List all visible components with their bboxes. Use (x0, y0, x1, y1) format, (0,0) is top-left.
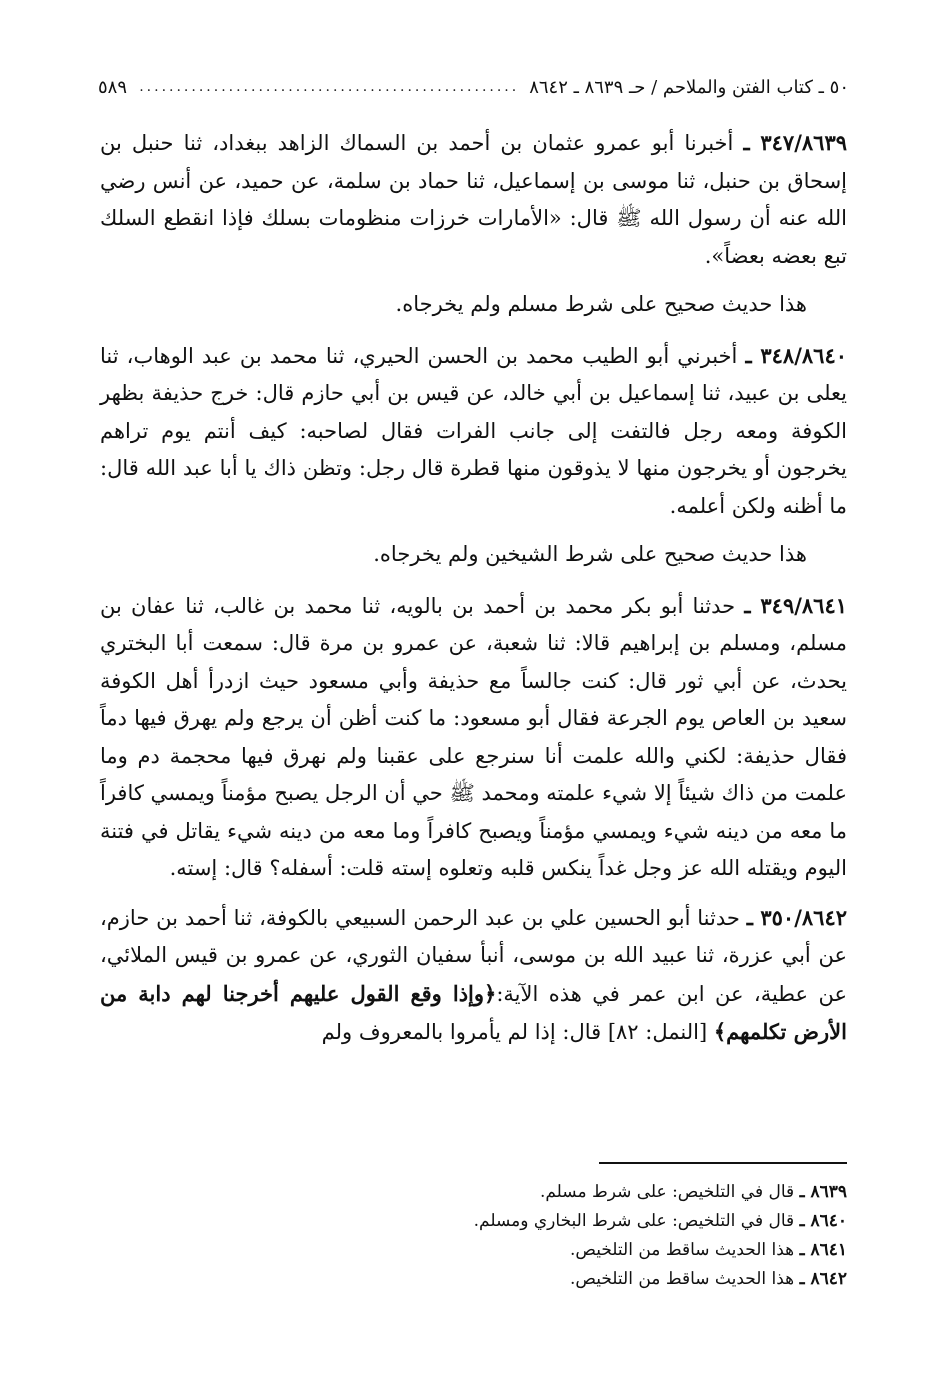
hadith-paragraph (100, 337, 847, 526)
hadith-number: ٣٥٠/٨٦٤٢ ـ (746, 904, 847, 930)
hadith-paragraph (100, 124, 847, 275)
hadith-number: ٣٤٩/٨٦٤١ ـ (744, 592, 848, 618)
footnote-number: ٨٦٤٢ ـ (799, 1269, 847, 1289)
grading-note: هذا حديث صحيح على شرط الشيخين ولم يخرجاه. (373, 542, 807, 566)
hadith-8642 (100, 899, 847, 1052)
hadith-text: حدثنا أبو الحسين علي بن عبد الرحمن السبيعي بالكوفة، ثنا أحمد بن حازم، عن أبي عزرة، ثنا عبيد الله بن موسى، أنبأ سفيان الثوري، عن عمرو بن قيس الملائي، عن عطية، عن ابن عمر في هذه الآية: (100, 905, 847, 1006)
hadith-paragraph (100, 899, 847, 1052)
footnote-text: هذا الحديث ساقط من التلخيص. (569, 1269, 795, 1289)
hadith-paragraph (100, 587, 847, 888)
running-title: ٥٠ ـ كتاب الفتن والملاحم / حـ ٨٦٣٩ ـ ٨٦٤٢ (529, 76, 849, 98)
footnote-number: ٨٦٤٠ ـ (799, 1211, 847, 1231)
quran-quote: ﴿وإذا وقع القول عليهم أخرجنا لهم دابة من الأرض تكلمهم﴾ (100, 980, 847, 1044)
hadith-text-continued: [النمل: ٨٢] قال: إذا لم يأمروا بالمعروف ولم (321, 1020, 708, 1044)
hadith-number: ٣٤٨/٨٦٤٠ ـ (745, 342, 847, 368)
footnote-8640 (100, 1207, 847, 1236)
footnote-separator (599, 1162, 847, 1164)
footnote-8639 (100, 1178, 847, 1207)
footnote-8641 (100, 1236, 847, 1265)
footnote-text: قال في التلخيص: على شرط البخاري ومسلم. (473, 1211, 795, 1231)
hadith-number: ٣٤٧/٨٦٣٩ ـ (743, 130, 847, 155)
footnote-number: ٨٦٤١ ـ (799, 1240, 847, 1260)
footnote-number: ٨٦٣٩ ـ (799, 1182, 847, 1202)
hadith-8639 (100, 124, 847, 275)
hadith-text: حدثنا أبو بكر محمد بن أحمد بن بالويه، ثنا محمد بن غالب، ثنا عفان بن مسلم، ومسلم بن إبراهيم قالا: ثنا شعبة، عن عمرو بن مرة قال: سمعت أبا البختري يحدث، عن أبي ثور قال: كنت جالساً مع حذيفة وأبي مسعود حيث ازدرأ أهل الكوفة سعيد بن العاص يوم الجرعة فقال أبو مسعود: ما كنت أظن أن يرجع ولم يهرق فيها دماً فقال حذيفة: لكني والله علمت أنا سنرجع على عقبنا ولم نهرق فيها محجمة دم وما علمت من ذاك شيئاً إلا شيء علمته ومحمد ﷺ حي أن الرجل يصبح مؤمناً ويمسي كافراً ما معه من دينه شيء ويمسي مؤمناً ويصبح كافراً وما معه من دينه شيء يقاتل في فتنة اليوم ويقتله الله عز وجل غداً ينكس قلبه وتعلوه إسته قلت: أسفله؟ قال: إسته. (100, 593, 847, 880)
grading-note: هذا حديث صحيح على شرط مسلم ولم يخرجاه. (395, 292, 807, 316)
hadith-text: أخبرنا أبو عمرو عثمان بن أحمد بن السماك الزاهد ببغداد، ثنا حنبل بن إسحاق بن حنبل، ثنا موسى بن إسماعيل، ثنا حماد بن سلمة، عن حميد، عن أنس رضي الله عنه أن رسول الله ﷺ قال: «الأمارات خرزات منظومات بسلك فإذا انقطع السلك تبع بعضه بعضاً». (100, 131, 847, 268)
main-text (100, 124, 847, 1063)
page-header (98, 72, 849, 102)
footnotes (100, 1178, 847, 1294)
page-number: ٥٨٩ (98, 76, 128, 98)
hadith-text: أخبرني أبو الطيب محمد بن الحسن الحيري، ثنا محمد بن عبد الوهاب، ثنا يعلى بن عبيد، ثنا إسماعيل بن أبي خالد، عن قيس بن أبي حازم قال: خرج حذيفة بظهر الكوفة ومعه رجل فالتفت إلى جانب الفرات فقال لصاحبه: كيف أنتم يوم تراهم يخرجون أو يخرجون منها لا يذوقون منها قطرة قال رجل: وتظن ذاك يا أبا عبد الله قال: ما أظنه ولكن أعلمه. (100, 343, 847, 518)
hadith-8641 (100, 587, 847, 888)
dot-leader (137, 79, 519, 95)
footnote-text: هذا الحديث ساقط من التلخيص. (569, 1240, 795, 1260)
footnote-text: قال في التلخيص: على شرط مسلم. (539, 1182, 795, 1202)
hadith-8640 (100, 337, 847, 526)
footnote-8642 (100, 1265, 847, 1294)
